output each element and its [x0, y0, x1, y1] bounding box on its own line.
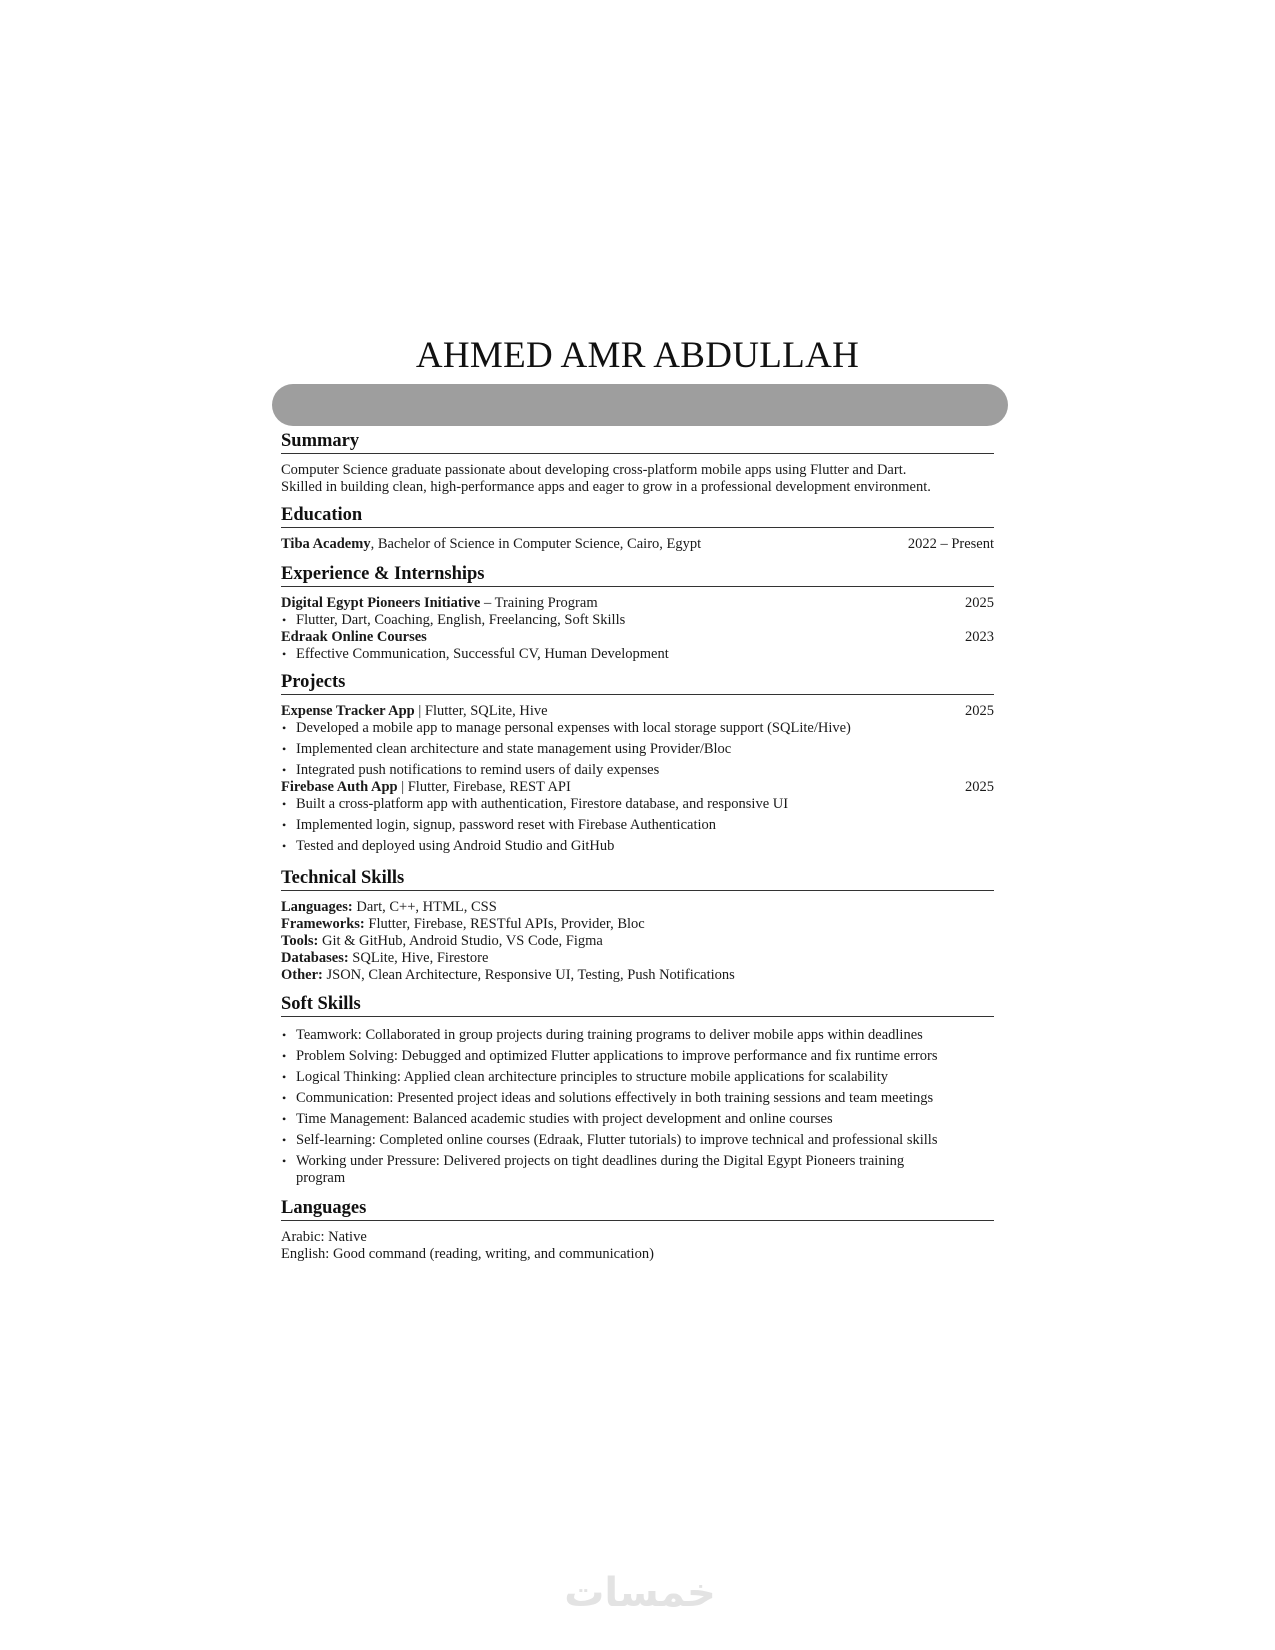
project-bullet: • Developed a mobile app to manage personal expenses with local storage support (SQLite/Hive) [281, 720, 994, 737]
skill-value: Flutter, Firebase, RESTful APIs, Provider, Bloc [364, 916, 645, 932]
soft-skill-item: • Self-learning: Completed online courses (Edraak, Flutter tutorials) to improve technical and professional skills [281, 1132, 994, 1149]
section-title-education: Education [281, 503, 994, 528]
education-entry [281, 536, 994, 553]
skill-label: Tools: [281, 933, 319, 949]
experience-name: Digital Egypt Pioneers Initiative [281, 595, 481, 611]
candidate-name: AHMED AMR ABDULLAH [415, 335, 860, 376]
skill-label: Databases: [281, 950, 349, 966]
section-title-summary: Summary [281, 429, 994, 454]
experience-bullet: • Effective Communication, Successful CV, Human Development [281, 646, 994, 663]
experience-role: – Training Program [480, 595, 598, 611]
education-date: 2022 – Present [907, 536, 994, 552]
technical-skills-section [281, 866, 994, 984]
experience-bullet: • Flutter, Dart, Coaching, English, Freelancing, Soft Skills [281, 612, 994, 629]
project-bullet: • Implemented login, signup, password reset with Firebase Authentication [281, 817, 994, 834]
skill-row [281, 950, 994, 967]
project-name: Expense Tracker App [281, 703, 415, 719]
summary-line: Skilled in building clean, high-performance apps and eager to grow in a professional development environment. [281, 479, 931, 495]
skill-value: Dart, C++, HTML, CSS [352, 899, 497, 915]
languages-section [281, 1196, 994, 1263]
soft-skill-item: • Time Management: Balanced academic studies with project development and online courses [281, 1111, 994, 1128]
skill-row [281, 899, 994, 916]
watermark-logo: خمسات [564, 1570, 716, 1616]
project-stack: | Flutter, SQLite, Hive [414, 703, 548, 719]
section-title-languages: Languages [281, 1196, 994, 1221]
section-title-projects: Projects [281, 670, 994, 695]
skill-value: Git & GitHub, Android Studio, VS Code, Figma [318, 933, 603, 949]
project-bullet: • Integrated push notifications to remind users of daily expenses [281, 762, 994, 779]
experience-date: 2023 [965, 629, 994, 645]
experience-entry [281, 595, 994, 612]
section-title-technical-skills: Technical Skills [281, 866, 994, 891]
soft-skill-item: • Working under Pressure: Delivered projects on tight deadlines during the Digital Egypt Pioneers training program [281, 1153, 956, 1187]
project-bullet: • Built a cross-platform app with authentication, Firestore database, and responsive UI [281, 796, 994, 813]
skill-row [281, 967, 994, 984]
soft-skill-item: • Communication: Presented project ideas and solutions effectively in both training sessions and team meetings [281, 1090, 994, 1107]
education-section [281, 503, 994, 553]
soft-skill-item: • Teamwork: Collaborated in group projects during training programs to deliver mobile apps within deadlines [281, 1027, 994, 1044]
project-date: 2025 [965, 703, 994, 719]
soft-skills-section [281, 992, 994, 1187]
project-date: 2025 [965, 779, 994, 795]
section-title-soft-skills: Soft Skills [281, 992, 994, 1017]
project-name: Firebase Auth App [281, 779, 398, 795]
degree-detail: , Bachelor of Science in Computer Science, Cairo, Egypt [370, 536, 702, 552]
institution-name: Tiba Academy [281, 536, 371, 552]
language-line: English: Good command (reading, writing, and communication) [281, 1246, 654, 1262]
section-title-experience: Experience & Internships [281, 562, 994, 587]
skill-label: Languages: [281, 899, 353, 915]
skill-row [281, 933, 994, 950]
skill-label: Frameworks: [281, 916, 365, 932]
summary-section [281, 429, 994, 496]
experience-entry [281, 629, 994, 646]
skill-row [281, 916, 994, 933]
project-entry [281, 703, 994, 720]
experience-date: 2025 [965, 595, 994, 611]
skill-label: Other: [281, 967, 323, 983]
language-line: Arabic: Native [281, 1229, 367, 1245]
project-bullet: • Tested and deployed using Android Studio and GitHub [281, 838, 994, 855]
summary-line: Computer Science graduate passionate about developing cross-platform mobile apps using Flutter and Dart. [281, 462, 907, 478]
redacted-contact-bar [272, 384, 1008, 426]
project-bullet: • Implemented clean architecture and state management using Provider/Bloc [281, 741, 994, 758]
project-entry [281, 779, 994, 796]
experience-section [281, 562, 994, 663]
projects-section [281, 670, 994, 855]
project-stack: | Flutter, Firebase, REST API [397, 779, 571, 795]
experience-name: Edraak Online Courses [281, 629, 427, 645]
skill-value: SQLite, Hive, Firestore [348, 950, 489, 966]
soft-skill-item: • Logical Thinking: Applied clean architecture principles to structure mobile applications for scalability [281, 1069, 994, 1086]
skill-value: JSON, Clean Architecture, Responsive UI, Testing, Push Notifications [322, 967, 735, 983]
soft-skill-item: • Problem Solving: Debugged and optimized Flutter applications to improve performance and fix runtime errors [281, 1048, 994, 1065]
